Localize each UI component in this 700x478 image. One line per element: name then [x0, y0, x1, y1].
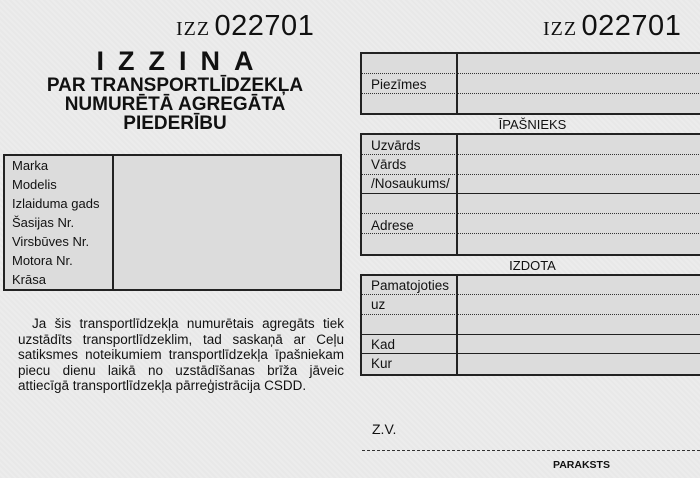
name-label: Vārds: [371, 157, 407, 172]
subtitle-line: NUMURĒTĀ AGREGĀTA: [64, 94, 286, 115]
divider-line: [362, 193, 700, 194]
issued-section-heading: IZDOTA: [509, 258, 556, 273]
field-value-izlaiduma-gads[interactable]: [113, 194, 341, 213]
notes-box: [360, 52, 700, 115]
notice-paragraph: Ja šis transportlīdzekļa numurētais agregāts tiek uzstādīts transportlīdzeklim, tad saskaņā ar Ceļu satiksmes noteikumiem transportlīdzekļa īpašniekam piecu dienu laikā no uzstādīšanas brīža jāveic attiecīgā transportlīdzekļa pārreģistrācija CSDD.: [18, 316, 344, 393]
document-title: IZZINA: [96, 46, 268, 76]
company-name-label: /Nosaukums/: [371, 176, 450, 191]
address-label: Adrese: [371, 218, 414, 233]
when-field[interactable]: [458, 336, 700, 353]
divider-line: [362, 353, 700, 354]
table-row: [4, 213, 341, 232]
table-row: [4, 270, 341, 290]
owner-section-heading: ĪPAŠNIEKS: [498, 117, 567, 132]
where-field[interactable]: [458, 355, 700, 374]
notes-label: Piezīmes: [371, 77, 427, 92]
field-value-virsbuves-nr[interactable]: [113, 232, 341, 251]
field-label-virsbuves-nr: Virsbūves Nr.: [4, 232, 113, 251]
serial-prefix: IZZ: [543, 18, 578, 40]
based-on-label: Pamatojoties: [371, 278, 450, 293]
table-row: [4, 175, 341, 194]
table-row: [4, 232, 341, 251]
field-value-krasa[interactable]: [113, 270, 341, 290]
field-value-marka[interactable]: [113, 155, 341, 175]
notes-field[interactable]: [458, 54, 700, 113]
field-label-motora-nr: Motora Nr.: [4, 251, 113, 270]
document-subtitle: [0, 76, 350, 133]
table-row: [4, 194, 341, 213]
serial-number-left: [176, 10, 314, 43]
subtitle-line: PIEDERĪBU: [123, 113, 227, 134]
stamp-label: Z.V.: [372, 421, 397, 437]
issued-box: [360, 274, 700, 376]
table-row: [4, 155, 341, 175]
signature-label: PARAKSTS: [553, 459, 610, 471]
owner-name-field[interactable]: [458, 135, 700, 193]
surname-label: Uzvārds: [371, 138, 421, 153]
based-on-label-cont: uz: [371, 297, 386, 312]
field-label-modelis: Modelis: [4, 175, 113, 194]
table-row: [4, 251, 341, 270]
field-value-motora-nr[interactable]: [113, 251, 341, 270]
serial-prefix: IZZ: [176, 18, 211, 40]
field-label-sasijas-nr: Šasijas Nr.: [4, 213, 113, 232]
divider-line: [362, 334, 700, 335]
owner-address-field[interactable]: [458, 195, 700, 254]
field-label-marka: Marka: [4, 155, 113, 175]
when-label: Kad: [371, 337, 396, 352]
serial-digits: 022701: [581, 10, 682, 42]
serial-number-right: [543, 10, 681, 43]
field-value-sasijas-nr[interactable]: [113, 213, 341, 232]
serial-digits: 022701: [214, 10, 315, 42]
subtitle-line: PAR TRANSPORTLĪDZEKĻA: [46, 75, 304, 96]
owner-box: [360, 133, 700, 256]
where-label: Kur: [371, 356, 393, 371]
signature-line[interactable]: [362, 450, 700, 451]
field-label-izlaiduma-gads: Izlaiduma gads: [4, 194, 113, 213]
based-on-field[interactable]: [458, 276, 700, 334]
field-label-krasa: Krāsa: [4, 270, 113, 290]
vehicle-details-table: [3, 154, 342, 291]
field-value-modelis[interactable]: [113, 175, 341, 194]
